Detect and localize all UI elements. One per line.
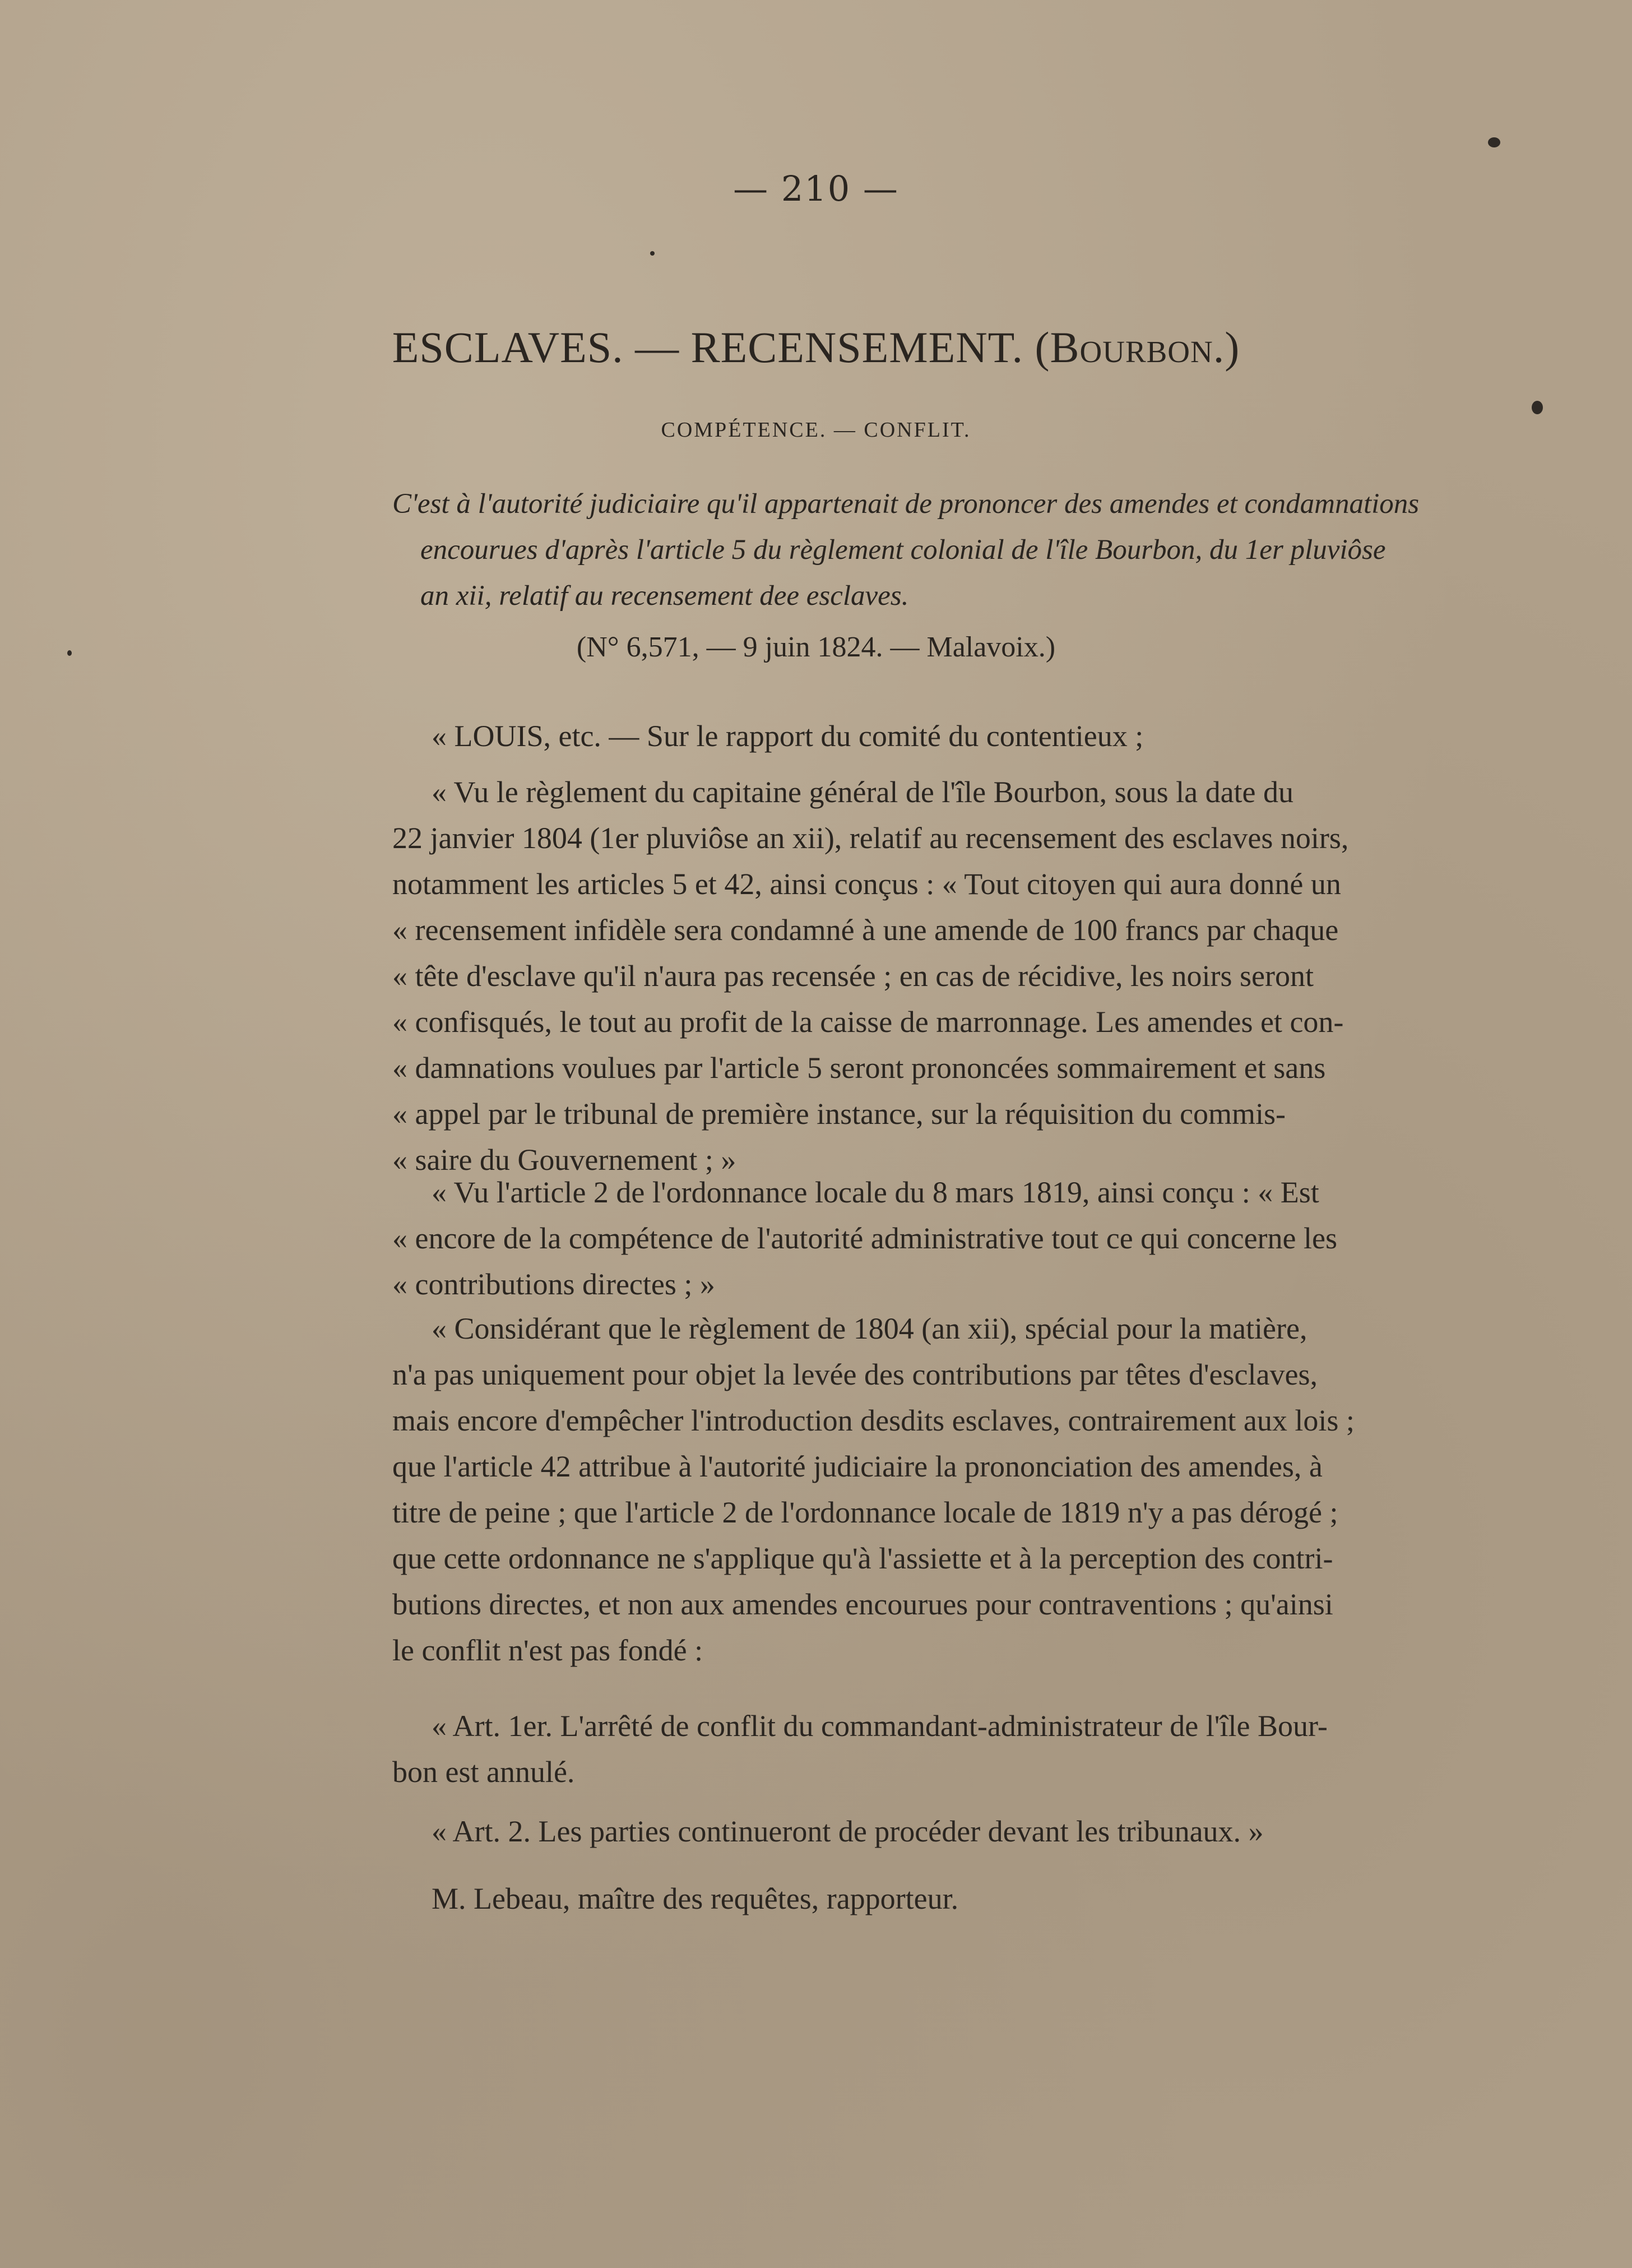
citation: (N° 6,571, — 9 juin 1824. — Malavoix.) <box>576 631 1056 663</box>
title-region: (Bourbon.) <box>1035 323 1240 372</box>
text-line: « encore de la compétence de l'autorité administrative tout ce qui concerne les <box>392 1221 1337 1255</box>
ink-speck <box>1488 137 1500 147</box>
paragraph-rapporteur <box>392 1876 1513 1922</box>
text-line: « damnations voulues par l'article 5 seront prononcées sommairement et sans <box>392 1051 1326 1085</box>
text-line: titre de peine ; que l'article 2 de l'ordonnance locale de 1819 n'y a pas dérogé ; <box>392 1496 1338 1529</box>
text-line: n'a pas uniquement pour objet la levée des contributions par têtes d'esclaves, <box>392 1358 1318 1391</box>
summary-line: an xii, relatif au recensement dee esclaves. <box>420 580 909 612</box>
summary-line: encourues d'après l'article 5 du règlement colonial de l'île Bourbon, du 1er pluviôse <box>420 534 1386 566</box>
paragraph-considerant <box>392 1306 1513 1673</box>
page-number: — 210 — <box>733 168 899 209</box>
paragraph-article-2 <box>392 1808 1513 1854</box>
text-line: mais encore d'empêcher l'introduction desdits esclaves, contrairement aux lois ; <box>392 1404 1355 1437</box>
subtitle: COMPÉTENCE. — CONFLIT. <box>661 418 971 442</box>
text-line: « LOUIS, etc. — Sur le rapport du comité du contentieux ; <box>432 719 1144 753</box>
ink-speck <box>650 251 655 256</box>
text-line: 22 janvier 1804 (1er pluviôse an xii), relatif au recensement des esclaves noirs, <box>392 821 1349 855</box>
summary <box>392 481 1502 619</box>
text-line: butions directes, et non aux amendes encourues pour contraventions ; qu'ainsi <box>392 1587 1333 1621</box>
text-line: M. Lebeau, maître des requêtes, rapporteur. <box>432 1882 959 1915</box>
title-main: ESCLAVES. — RECENSEMENT. <box>392 323 1023 372</box>
section-title <box>0 322 1632 373</box>
text-line: « appel par le tribunal de première instance, sur la réquisition du commis- <box>392 1097 1286 1131</box>
text-line: « Vu l'article 2 de l'ordonnance locale du 8 mars 1819, ainsi conçu : « Est <box>432 1175 1319 1209</box>
text-line: « tête d'esclave qu'il n'aura pas recensée ; en cas de récidive, les noirs seront <box>392 959 1314 993</box>
summary-line: C'est à l'autorité judiciaire qu'il appartenait de prononcer des amendes et condamnations <box>392 488 1420 520</box>
paragraph-article-1 <box>392 1703 1513 1795</box>
text-line: « Art. 2. Les parties continueront de procéder devant les tribunaux. » <box>432 1815 1264 1848</box>
paragraph-vu-article <box>392 1169 1513 1307</box>
text-line: « Considérant que le règlement de 1804 (an xii), spécial pour la matière, <box>432 1312 1308 1345</box>
text-line: bon est annulé. <box>392 1755 575 1789</box>
text-line: « recensement infidèle sera condamné à une amende de 100 francs par chaque <box>392 913 1339 947</box>
paragraph-intro <box>392 713 1513 759</box>
ink-speck <box>1532 401 1543 414</box>
text-line: « confisqués, le tout au profit de la caisse de marronnage. Les amendes et con- <box>392 1005 1344 1039</box>
text-line: le conflit n'est pas fondé : <box>392 1633 703 1667</box>
text-line: « contributions directes ; » <box>392 1267 715 1301</box>
text-line: « Vu le règlement du capitaine général de l'île Bourbon, sous la date du <box>432 775 1294 809</box>
text-line: que cette ordonnance ne s'applique qu'à l'assiette et à la perception des contri- <box>392 1542 1333 1575</box>
paragraph-vu-reglement <box>392 769 1513 1183</box>
text-line: « Art. 1er. L'arrêté de conflit du commandant-administrateur de l'île Bour- <box>432 1709 1328 1743</box>
text-line: notamment les articles 5 et 42, ainsi conçus : « Tout citoyen qui aura donné un <box>392 867 1341 901</box>
text-line: « saire du Gouvernement ; » <box>392 1143 736 1177</box>
text-line: que l'article 42 attribue à l'autorité judiciaire la prononciation des amendes, à <box>392 1450 1323 1483</box>
